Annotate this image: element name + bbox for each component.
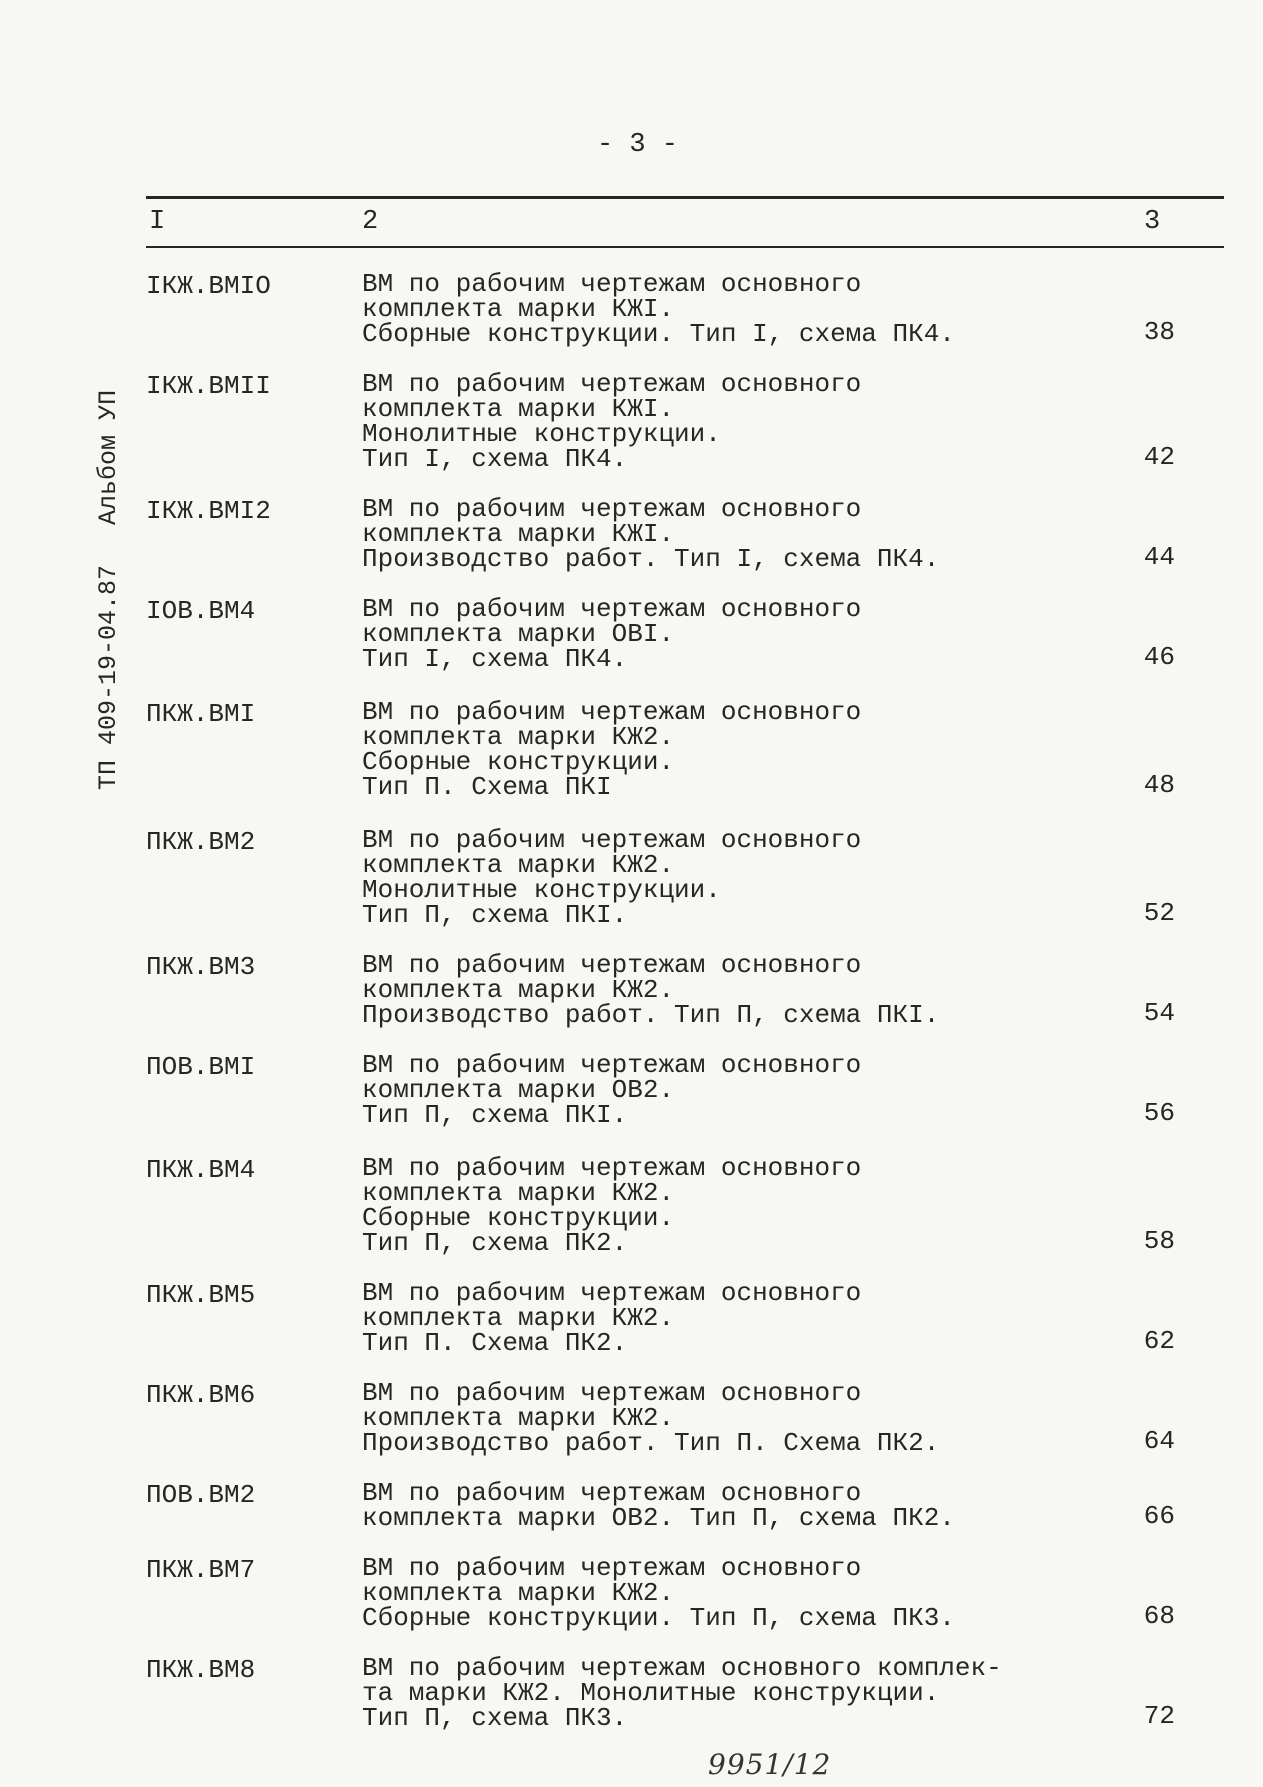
row-page-number: 48 <box>1143 770 1175 800</box>
row-page-number: 52 <box>1143 898 1175 928</box>
row-description <box>362 1153 1062 1258</box>
description-line: комплекта марки КЖI. <box>362 519 675 549</box>
description-line: комплекта марки ОВ2. Тип П, схема ПК2. <box>362 1503 955 1533</box>
description-line: комплекта марки КЖI. <box>362 394 675 424</box>
description-line: ВМ по рабочим чертежам основного <box>362 697 862 727</box>
description-line: ВМ по рабочим чертежам основного <box>362 1050 862 1080</box>
description-line: Сборные конструкции. <box>362 1203 675 1233</box>
description-line: комплекта марки ОВ2. <box>362 1075 675 1105</box>
description-line: комплекта марки КЖ2. <box>362 850 675 880</box>
table-row <box>0 1378 1263 1458</box>
table-top-rule <box>146 196 1224 199</box>
row-code: ПКЖ.ВМ4 <box>146 1155 256 1185</box>
description-line: Производство работ. Тип I, схема ПК4. <box>362 544 940 574</box>
description-line: ВМ по рабочим чертежам основного <box>362 269 862 299</box>
table-row <box>0 369 1263 474</box>
description-line: Тип П, схема ПК3. <box>362 1703 628 1733</box>
row-page-number: 44 <box>1143 542 1175 572</box>
row-code: ПКЖ.ВМ6 <box>146 1380 256 1410</box>
side-label-album: Альбом УП <box>94 389 123 525</box>
row-description <box>362 494 1062 574</box>
description-line: Производство работ. Тип П. Схема ПК2. <box>362 1428 940 1458</box>
description-line: комплекта марки КЖI. <box>362 294 675 324</box>
row-description <box>362 1553 1062 1633</box>
description-line: ВМ по рабочим чертежам основного <box>362 494 862 524</box>
description-line: ВМ по рабочим чертежам основного <box>362 1378 862 1408</box>
row-description <box>362 1050 1062 1130</box>
row-code: ПКЖ.ВМ5 <box>146 1280 256 1310</box>
description-line: Тип П, схема ПКI. <box>362 900 628 930</box>
description-line: ВМ по рабочим чертежам основного <box>362 1553 862 1583</box>
handwritten-note: 9951/12 <box>708 1748 832 1781</box>
row-code: ПКЖ.ВМ7 <box>146 1555 256 1585</box>
row-page-number: 72 <box>1143 1701 1175 1731</box>
row-code: ПОВ.ВМ2 <box>146 1480 256 1510</box>
table-row <box>0 950 1263 1030</box>
table-body <box>0 269 1263 1733</box>
description-line: ВМ по рабочим чертежам основного <box>362 825 862 855</box>
row-description <box>362 1378 1062 1458</box>
description-line: Сборные конструкции. <box>362 747 675 777</box>
row-page-number: 58 <box>1143 1226 1175 1256</box>
description-line: ВМ по рабочим чертежам основного <box>362 1478 862 1508</box>
table-row <box>0 825 1263 930</box>
description-line: Монолитные конструкции. <box>362 875 721 905</box>
description-line: комплекта марки КЖ2. <box>362 1578 675 1608</box>
table-row <box>0 1278 1263 1358</box>
table-row <box>0 1553 1263 1633</box>
row-code: IКЖ.ВМII <box>146 371 271 401</box>
row-description <box>362 697 1062 802</box>
row-page-number: 42 <box>1143 442 1175 472</box>
description-line: Тип П. Схема ПКI <box>362 772 612 802</box>
description-line: комплекта марки КЖ2. <box>362 1403 675 1433</box>
description-line: Тип П, схема ПКI. <box>362 1100 628 1130</box>
row-code: IОВ.ВМ4 <box>146 596 256 626</box>
row-description <box>362 825 1062 930</box>
description-line: ВМ по рабочим чертежам основного <box>362 1153 862 1183</box>
row-description <box>362 369 1062 474</box>
row-code: ПКЖ.ВМ8 <box>146 1655 256 1685</box>
row-code: ПКЖ.ВМ3 <box>146 952 256 982</box>
description-line: Тип I, схема ПК4. <box>362 444 628 474</box>
table-header-rule <box>146 246 1224 248</box>
column-header-1: I <box>149 207 166 237</box>
table-row <box>0 697 1263 802</box>
table-row <box>0 1653 1263 1733</box>
description-line: Тип I, схема ПК4. <box>362 644 628 674</box>
description-line: ВМ по рабочим чертежам основного <box>362 369 862 399</box>
table-row <box>0 1153 1263 1258</box>
table-row <box>0 1050 1263 1130</box>
table-row <box>0 594 1263 674</box>
row-page-number: 54 <box>1143 998 1175 1028</box>
description-line: ВМ по рабочим чертежам основного <box>362 594 862 624</box>
row-description <box>362 594 1062 674</box>
row-page-number: 46 <box>1143 642 1175 672</box>
description-line: Сборные конструкции. Тип П, схема ПК3. <box>362 1603 955 1633</box>
row-description <box>362 1653 1062 1733</box>
description-line: Производство работ. Тип П, схема ПКI. <box>362 1000 940 1030</box>
row-description <box>362 950 1062 1030</box>
row-code: ПКЖ.ВМI <box>146 699 256 729</box>
table-row <box>0 1478 1263 1533</box>
row-page-number: 56 <box>1143 1098 1175 1128</box>
description-line: Сборные конструкции. Тип I, схема ПК4. <box>362 319 955 349</box>
row-code: IКЖ.ВМI2 <box>146 496 271 526</box>
row-page-number: 64 <box>1143 1426 1175 1456</box>
table-row <box>0 269 1263 349</box>
description-line: комплекта марки КЖ2. <box>362 975 675 1005</box>
column-header-3: 3 <box>1144 207 1161 237</box>
description-line: комплекта марки КЖ2. <box>362 722 675 752</box>
row-description <box>362 269 1062 349</box>
row-description <box>362 1478 1062 1533</box>
row-page-number: 66 <box>1143 1501 1175 1531</box>
row-code: ПОВ.ВМI <box>146 1052 256 1082</box>
page-number: - 3 - <box>596 130 678 160</box>
description-line: та марки КЖ2. Монолитные конструкции. <box>362 1678 940 1708</box>
row-code: IКЖ.ВМIO <box>146 271 271 301</box>
row-page-number: 62 <box>1143 1326 1175 1356</box>
description-line: комплекта марки ОВI. <box>362 619 675 649</box>
description-line: комплекта марки КЖ2. <box>362 1303 675 1333</box>
description-line: Тип П. Схема ПК2. <box>362 1328 628 1358</box>
description-line: ВМ по рабочим чертежам основного <box>362 950 862 980</box>
description-line: Монолитные конструкции. <box>362 419 721 449</box>
table-row <box>0 494 1263 574</box>
description-line: комплекта марки КЖ2. <box>362 1178 675 1208</box>
description-line: ВМ по рабочим чертежам основного <box>362 1278 862 1308</box>
column-header-2: 2 <box>362 207 379 237</box>
row-description <box>362 1278 1062 1358</box>
description-line: Тип П, схема ПК2. <box>362 1228 628 1258</box>
side-label-code: ТП 409-19-04.87 <box>94 564 123 790</box>
row-page-number: 68 <box>1143 1601 1175 1631</box>
description-line: ВМ по рабочим чертежам основного комплек- <box>362 1653 1002 1683</box>
row-code: ПКЖ.ВМ2 <box>146 827 256 857</box>
row-page-number: 38 <box>1143 317 1175 347</box>
